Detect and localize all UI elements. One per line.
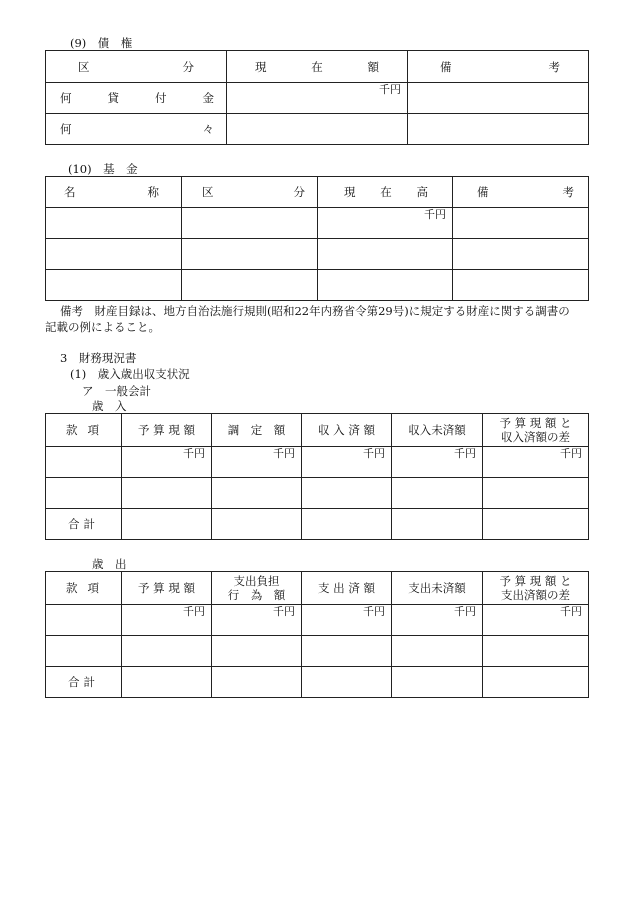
biko-cell (408, 114, 589, 145)
table-row (46, 83, 589, 114)
genzai-cell (227, 114, 408, 145)
total-row (46, 667, 589, 698)
revenue-table (45, 413, 589, 540)
total-label: 合 計 (46, 667, 122, 698)
section3-title: 3 財務現況書 (60, 351, 137, 365)
unit-label: 千円 (318, 208, 453, 239)
unit-label: 千円 (227, 83, 408, 114)
header-chotei: 調 定 額 (212, 414, 302, 447)
header-futan: 支出負担 行 為 額 (212, 572, 302, 605)
header-shunyu-zumi: 収 入 済 額 (302, 414, 392, 447)
revenue-label: 歳 入 (92, 399, 127, 413)
header-meisho: 名 称 (46, 177, 182, 208)
unit-label: 千円 (122, 447, 212, 478)
unit-label: 千円 (302, 447, 392, 478)
header-kubun: 区 分 (182, 177, 318, 208)
table-row (46, 478, 589, 509)
header-kanko: 款 項 (46, 414, 122, 447)
table-row (46, 270, 589, 301)
header-sa: 予 算 現 額 と 収入済額の差 (483, 414, 589, 447)
funds-heading: (10) 基 金 (68, 162, 138, 176)
unit-label: 千円 (483, 605, 589, 636)
header-biko: 備 考 (453, 177, 589, 208)
table-header-row (46, 51, 589, 83)
row-label: 何 々 (46, 114, 227, 145)
table-row (46, 636, 589, 667)
unit-label: 千円 (212, 447, 302, 478)
table-header-row (46, 414, 589, 447)
table-row (46, 208, 589, 239)
unit-label: 千円 (392, 605, 483, 636)
expenditure-table (45, 571, 589, 698)
unit-label: 千円 (122, 605, 212, 636)
header-kanko: 款 項 (46, 572, 122, 605)
header-shishutsu-zumi: 支 出 済 額 (302, 572, 392, 605)
expenditure-label: 歳 出 (92, 557, 127, 571)
note-line-2: 記載の例によること。 (45, 320, 160, 334)
table-row (46, 447, 589, 478)
funds-table (45, 176, 589, 301)
row-label: 何 貸 付 金 (46, 83, 227, 114)
section3-sub1: (1) 歳入歳出収支状況 (70, 367, 190, 381)
header-shishutsu-mi: 支出未済額 (392, 572, 483, 605)
unit-label: 千円 (483, 447, 589, 478)
bonds-table (45, 50, 589, 145)
total-label: 合 計 (46, 509, 122, 540)
unit-label: 千円 (302, 605, 392, 636)
table-header-row (46, 572, 589, 605)
header-genzai-daka: 現 在 高 (318, 177, 453, 208)
section3-sub2: ア 一般会計 (82, 384, 151, 398)
header-yosan: 予 算 現 額 (122, 572, 212, 605)
header-yosan: 予 算 現 額 (122, 414, 212, 447)
bonds-heading: (9) 債 権 (70, 36, 133, 50)
table-row (46, 605, 589, 636)
header-kubun: 区 分 (46, 51, 227, 83)
unit-label: 千円 (212, 605, 302, 636)
table-header-row (46, 177, 589, 208)
header-shunyu-mi: 収入未済額 (392, 414, 483, 447)
note-line-1: 備考 財産目録は、地方自治法施行規則(昭和22年内務省令第29号)に規定する財産に関する調書の (60, 304, 570, 318)
biko-cell (408, 83, 589, 114)
header-genzai-gaku: 現 在 額 (227, 51, 408, 83)
table-row (46, 239, 589, 270)
total-row (46, 509, 589, 540)
header-biko: 備 考 (408, 51, 589, 83)
table-row (46, 114, 589, 145)
unit-label: 千円 (392, 447, 483, 478)
header-sa: 予 算 現 額 と 支出済額の差 (483, 572, 589, 605)
